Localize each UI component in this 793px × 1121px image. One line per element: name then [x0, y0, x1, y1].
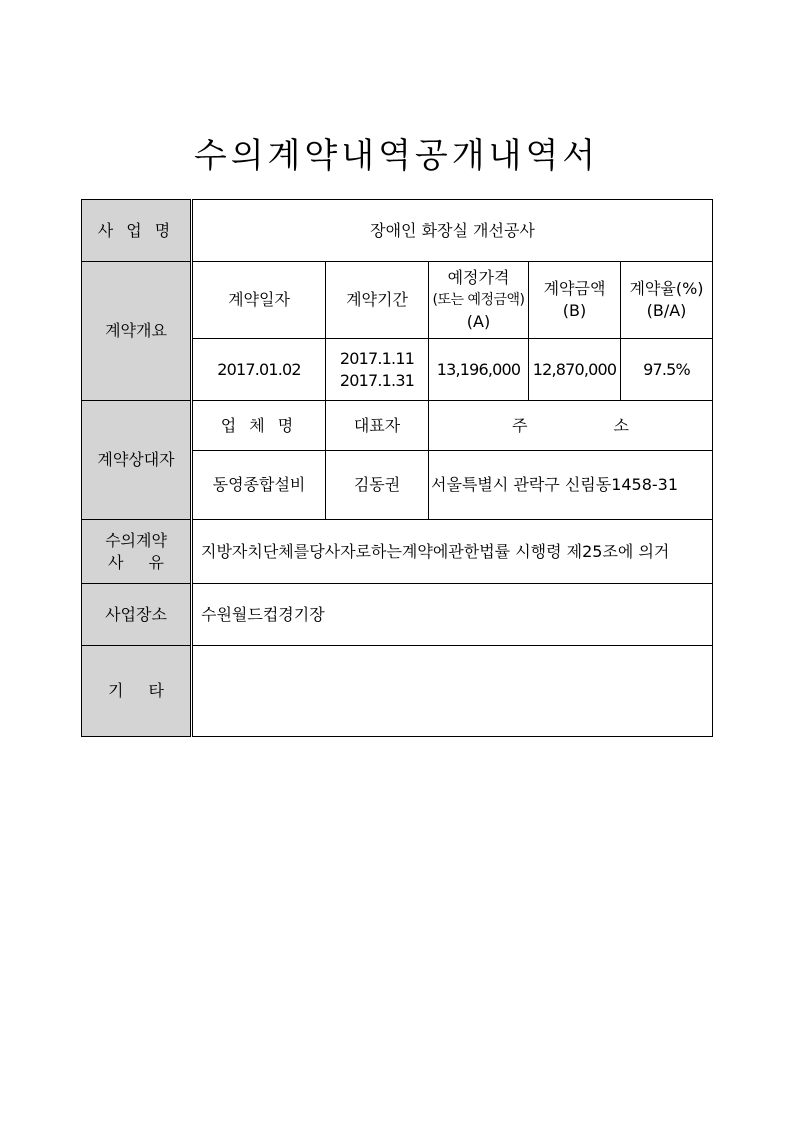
contract-amount-value: 12,870,000 — [529, 339, 621, 401]
location-label: 사업장소 — [82, 584, 192, 646]
counterparty-header-row — [82, 401, 713, 451]
address-header-left: 주 — [512, 415, 528, 435]
location-value: 수원월드컵경기장 — [192, 584, 713, 646]
contract-rate-header — [621, 262, 713, 339]
estimated-price-value: 13,196,000 — [429, 339, 529, 401]
reason-label-right: 유 — [148, 552, 164, 572]
contract-period-value — [326, 339, 429, 401]
reason-row — [82, 520, 713, 584]
estimated-price-header-line1: 예정가격 — [447, 268, 510, 287]
representative-value: 김동권 — [326, 451, 429, 520]
company-name-value: 동영종합설비 — [192, 451, 326, 520]
counterparty-label: 계약상대자 — [82, 401, 192, 520]
contract-date-value: 2017.01.02 — [192, 339, 326, 401]
other-row — [82, 646, 713, 737]
reason-value: 지방자치단체를당사자로하는계약에관한법률 시행령 제25조에 의거 — [192, 520, 713, 584]
project-name-label-text: 사 업 명 — [97, 220, 175, 240]
location-row — [82, 584, 713, 646]
other-label — [82, 646, 192, 737]
project-name-label — [82, 200, 192, 262]
project-name-value: 장애인 화장실 개선공사 — [192, 200, 713, 262]
project-name-row — [82, 200, 713, 262]
contract-rate-header-line1: 계약율(%) — [629, 279, 704, 298]
contract-amount-header-line1: 계약금액 — [543, 279, 606, 298]
contract-amount-header — [529, 262, 621, 339]
reason-label-line2 — [82, 552, 190, 574]
other-label-left: 기 — [108, 681, 124, 700]
contract-period-header: 계약기간 — [326, 262, 429, 339]
estimated-price-header-line2: (또는 예정금액) — [432, 292, 525, 308]
representative-header: 대표자 — [326, 401, 429, 451]
reason-label-left: 사 — [108, 552, 124, 572]
contract-overview-label: 계약개요 — [82, 262, 192, 401]
reason-label-line1: 수의계약 — [105, 530, 167, 550]
document-title: 수의계약내역공개내역서 — [193, 136, 600, 176]
estimated-price-header — [429, 262, 529, 339]
contract-period-end: 2017.1.31 — [339, 370, 415, 390]
contract-disclosure-table — [81, 199, 713, 737]
contract-rate-header-line2: (B/A) — [646, 301, 687, 320]
contract-amount-header-line2: (B) — [562, 301, 587, 320]
contract-date-header: 계약일자 — [192, 262, 326, 339]
reason-label — [82, 520, 192, 584]
company-name-header — [192, 401, 326, 451]
contract-period-start: 2017.1.11 — [339, 348, 415, 368]
other-label-right: 타 — [148, 681, 164, 700]
contract-rate-value: 97.5% — [621, 339, 713, 401]
address-header — [429, 401, 713, 451]
address-header-right: 소 — [613, 415, 629, 435]
estimated-price-header-line3: (A) — [466, 312, 491, 331]
address-value: 서울특별시 관락구 신림동1458-31 — [429, 451, 713, 520]
company-name-header-text: 업 체 명 — [220, 415, 298, 435]
contract-overview-header-row — [82, 262, 713, 339]
other-value — [192, 646, 713, 737]
